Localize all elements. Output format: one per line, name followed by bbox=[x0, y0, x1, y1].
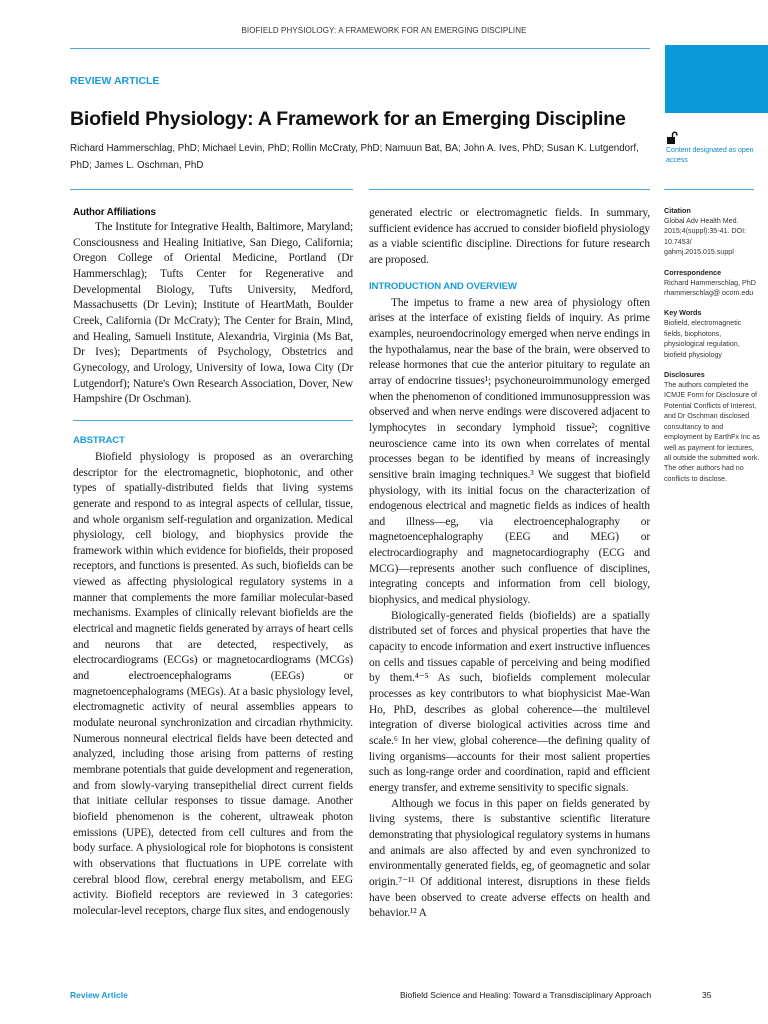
correspondence-text: Richard Hammerschlag, PhD rhammerschlag@ ocom.edu bbox=[664, 278, 756, 298]
column-rule-left bbox=[70, 189, 353, 190]
citation-block bbox=[664, 206, 760, 258]
intro-paragraph: Biologically-generated fields (biofields) are a spatially distributed set of forces and physical properties that have the capacity to encode information and exert instructive influences on cells and tissues capable of perceiving and being modified by them.⁴⁻⁵ As such, biofields complement molecular processes as key contributors to what biophysicist Mae-Wan Ho, PhD, describes as global coherence—the multilevel integration of diverse biological activities across time and scale.⁶ In her view, global coherence—the defining quality of living organisms—accounts for their most salient properties such as long-range order and coordination, rapid and efficient energy transfer, and extreme sensitivity to specific signals. bbox=[369, 609, 650, 794]
correspondence-block bbox=[664, 268, 760, 299]
disclosures-text: The authors completed the ICMJE Form for Disclosure of Potential Conflicts of Interest, and Dr Oschman disclosed consultancy to and employment by EarthFx Inc as well as payment for lectures, all outside the submitted work. The other authors had no conflicts to disclose. bbox=[664, 381, 760, 483]
author-list: Richard Hammerschlag, PhD; Michael Levin, PhD; Rollin McCraty, PhD; Namuun Bat, BA; John A. Ives, PhD; Susan K. Lutgendorf, PhD; James L. Oschman, PhD bbox=[70, 143, 639, 171]
intro-paragraph: The impetus to frame a new area of physiology often arises at the interface of existing fields of inquiry. As prime examples, neuroendocrinology emerged when nerve endings in the hypothalamus, near the base of the brain, were observed to release hormones that cue the anterior pituitary to regulate an array of endocrine tissues¹; psychoneuroimmunology emerged when the phenomenon of conditioned immunosuppression was observed and when nerve endings were discovered adjacent to lymphocytes in secondary lymphoid tissue²; cognitive neuroscience came into its own when correlates of mental processes began to be identified by means of increasingly sensitive brain imaging techniques.³ We suggest that biofield physiology, with its initial focus on the characterization of endogenous electrical and magnetic fields as indices of health and illness—eg, via electroencephalography or magnetoencephalography (EEG and MEG) or electrocardiography and magnetocardiography (ECG and MCG)—represents another such confluence of disciplines, integrating concepts and information from cell biology, biophysics, and medical physiology. bbox=[369, 296, 650, 607]
affiliations-text: The Institute for Integrative Health, Baltimore, Maryland; Consciousness and Healing Initiative, San Diego, California; Oregon College of Oriental Medicine, Portland (Dr Hammerschlag); Tufts Center for Regenerative and Developmental Biology, Tufts University, Medford, Massachusetts (Dr Levin); Institute of HeartMath, Boulder Creek, California (Dr McCraty); The Center for Brain, Mind, and Healing, Samueli Institute, Alexandria, Virginia (Ms Bat, Dr Ives); Departments of Psychology, Obstetrics and Gynecology, and Urology, University of Iowa, Iowa City (Dr Lutgendorf); Nature's Own Research Association, Dover, New Hampshire (Dr Oschman). bbox=[73, 221, 353, 406]
open-access-label: Content designated as open access bbox=[666, 147, 754, 164]
open-lock-icon bbox=[666, 131, 678, 144]
article-title: Biofield Physiology: A Framework for an Emerging Discipline bbox=[70, 108, 626, 130]
keywords-text: Biofield, electromagnetic fields, biophotons, physiological regulation, biofield physiology bbox=[664, 319, 742, 359]
abstract-text: Biofield physiology is proposed as an overarching descriptor for the electromagnetic, biophotonic, and other types of spatially-distributed fields that living systems generate and respond to as integral aspects of cellular, tissue, and whole organism self-regulation and organization. Medical physiology, cell biology, and biophysics provide the framework within which evidence for biofields, their proposed receptors, and functions is presented. As such, biofields can be viewed as affecting physiological regulatory systems in a manner that complements the more familiar molecular-based mechanisms. Examples of clinically relevant biofields are the electrical and magnetic fields generated by arrays of heart cells and neurons that are detected, respectively, as electrocardiograms (ECGs) or magnetocardiograms (MCGs) and electroencephalograms (EEGs) or magnetoencephalograms (MEGs). At a basic physiology level, electromagnetic activity of neural assemblies appears to modulate neuronal synchronization and circadian rhythmicity. Numerous nonneural electrical fields have been detected and analyzed, including those arising from patterns of resting membrane potentials that guide development and regeneration, and from slowly-varying transepithelial direct current fields that initiate cellular responses to tissue damage. Another biofield phenomenon is the coherent, ultraweak photon emissions (UPE), detected from cell cultures and from the body surface. A physiological role for biophotons is consistent with observations that fluctuations in UPE correlate with cerebral blood flow, cerebral energy metabolism, and EEG activity. Biofield receptors are reviewed in 3 categories: molecular-level receptors, charge flux sites, and endogenously bbox=[73, 450, 353, 917]
citation-text: Global Adv Health Med. 2015;4(suppl):35-41. DOI: 10.7453/ gahmj.2015.015.suppl bbox=[664, 217, 747, 257]
sidebar-rule bbox=[664, 189, 754, 190]
affiliations-heading: Author Affiliations bbox=[73, 207, 156, 218]
footer-journal-title: Biofield Science and Healing: Toward a Transdisciplinary Approach bbox=[400, 990, 652, 1000]
introduction-heading: INTRODUCTION AND OVERVIEW bbox=[369, 280, 517, 292]
abstract-rule bbox=[73, 420, 353, 421]
keywords-block bbox=[664, 308, 760, 360]
left-column bbox=[73, 206, 353, 920]
page-number: 35 bbox=[702, 990, 712, 1000]
disclosures-heading: Disclosures bbox=[664, 370, 705, 380]
brand-color-block bbox=[665, 45, 768, 113]
running-head: BIOFIELD PHYSIOLOGY: A FRAMEWORK FOR AN EMERGING DISCIPLINE bbox=[241, 26, 527, 35]
right-column bbox=[369, 206, 650, 922]
intro-paragraph: Although we focus in this paper on fields generated by living systems, there is substantive scientific literature demonstrating that physiological regulatory systems in humans and animals are also affected by and even synchronized to environmentally generated fields, eg, of geomagnetic and solar origin.⁷⁻¹¹ Of additional interest, disruptions in these fields have been observed to create adverse effects on health and behavior.¹² A bbox=[369, 797, 650, 920]
column-rule-right bbox=[369, 189, 650, 190]
disclosures-block bbox=[664, 370, 760, 484]
abstract-heading: ABSTRACT bbox=[73, 434, 125, 446]
footer-section-label: Review Article bbox=[70, 990, 128, 1000]
keywords-heading: Key Words bbox=[664, 308, 702, 318]
section-tag: REVIEW ARTICLE bbox=[70, 75, 160, 87]
abstract-continued: generated electric or electromagnetic fields. In summary, sufficient evidence has accrued to consider biofield physiology as a viable scientific discipline. Directions for future research are proposed. bbox=[369, 207, 650, 266]
citation-heading: Citation bbox=[664, 206, 691, 215]
sidebar bbox=[664, 206, 760, 494]
header-rule bbox=[70, 48, 650, 49]
correspondence-heading: Correspondence bbox=[664, 267, 722, 277]
